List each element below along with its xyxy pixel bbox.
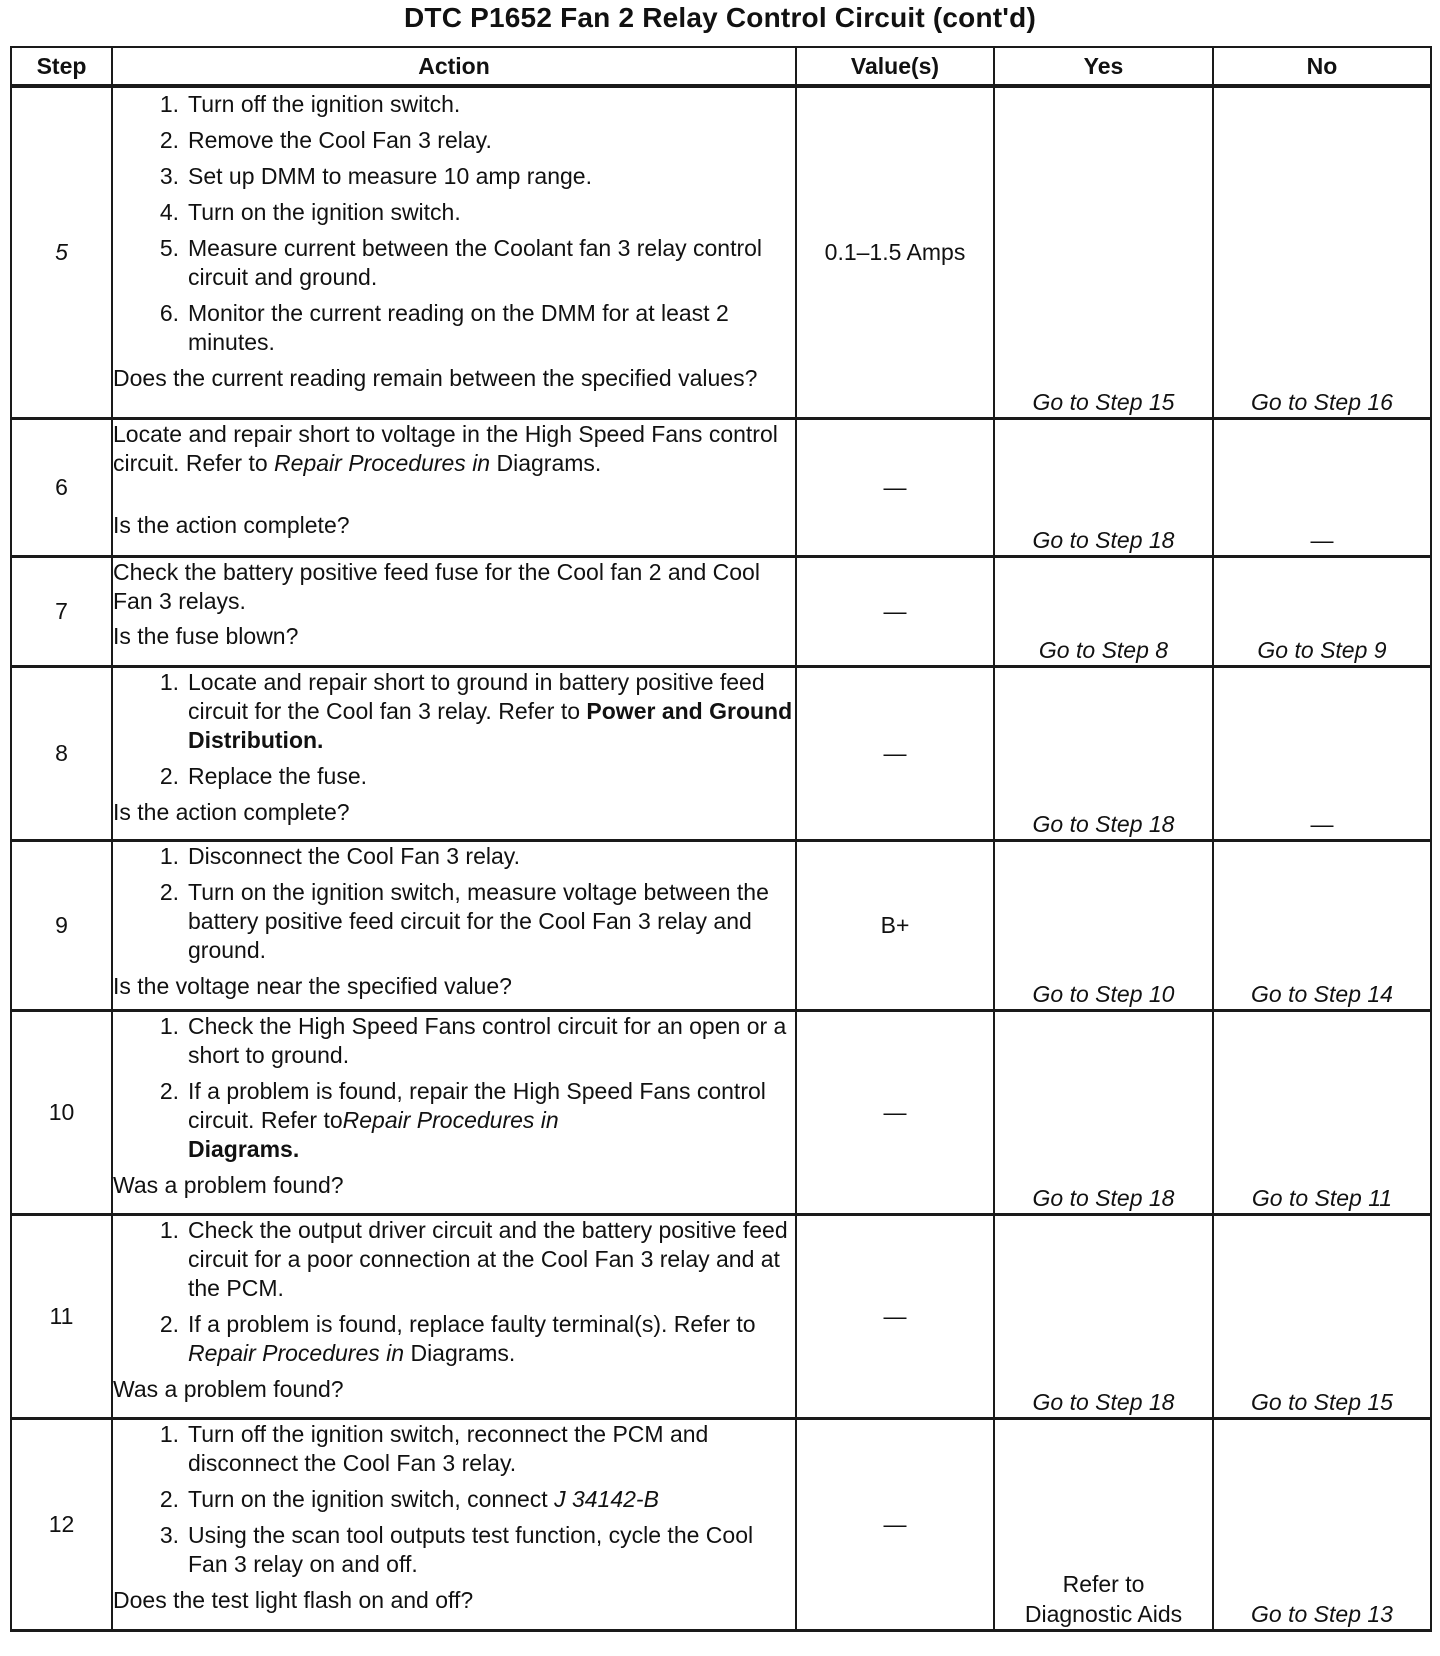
step-number: 7 xyxy=(11,556,112,666)
value-cell: — xyxy=(796,666,994,840)
list-item: 1. Turn off the ignition switch. xyxy=(159,91,461,117)
action-question: Does the test light flash on and off? xyxy=(113,1586,474,1613)
yes-cell: Go to Step 10 xyxy=(994,840,1213,1010)
value-cell: B+ xyxy=(796,840,994,1010)
no-cell: Go to Step 15 xyxy=(1213,1214,1431,1418)
no-cell: Go to Step 14 xyxy=(1213,840,1431,1010)
step-number: 12 xyxy=(11,1418,112,1630)
step-number: 8 xyxy=(11,666,112,840)
page-title: DTC P1652 Fan 2 Relay Control Circuit (cont'd) xyxy=(404,2,1036,33)
step-number: 6 xyxy=(11,418,112,556)
action-cell xyxy=(112,1214,796,1418)
list-item: 2. Remove the Cool Fan 3 relay. xyxy=(159,127,492,153)
action-question: Is the action complete? xyxy=(113,798,350,825)
list-item: 2. Replace the fuse. xyxy=(159,762,368,789)
header-action: Action xyxy=(112,47,796,86)
list-item: 2. Turn on the ignition switch, connect J 34142-B xyxy=(159,1485,659,1512)
table-row-step-7 xyxy=(11,556,1431,666)
table-header-row xyxy=(11,47,1431,86)
action-question: Was a problem found? xyxy=(113,1171,344,1198)
yes-cell: Go to Step 18 xyxy=(994,1214,1213,1418)
value-cell: — xyxy=(796,1010,994,1214)
no-cell: Go to Step 9 xyxy=(1213,556,1431,666)
no-cell: — xyxy=(1213,666,1431,840)
list-item: 2. If a problem is found, replace faulty terminal(s). Refer to Repair Procedures in Diagrams. xyxy=(159,1310,756,1366)
value-cell: — xyxy=(796,1214,994,1418)
list-item: 2. Turn on the ignition switch, measure voltage between the battery positive feed circuit for the Cool Fan 3 relay and ground. xyxy=(159,878,769,963)
action-text: Check the battery positive feed fuse for the Cool fan 2 and Cool Fan 3 relays. xyxy=(113,558,760,614)
list-item: 3. Using the scan tool outputs test function, cycle the Cool Fan 3 relay on and off. xyxy=(159,1521,754,1577)
list-item: 1. Check the High Speed Fans control circuit for an open or a short to ground. xyxy=(159,1012,787,1068)
no-cell: — xyxy=(1213,418,1431,556)
table-row-step-12 xyxy=(11,1418,1431,1630)
action-cell xyxy=(112,840,796,1010)
table-row-step-10 xyxy=(11,1010,1431,1214)
yes-cell: Go to Step 15 xyxy=(994,86,1213,418)
action-cell xyxy=(112,418,796,556)
step-number: 11 xyxy=(11,1214,112,1418)
list-item: 2. If a problem is found, repair the High Speed Fans control circuit. Refer toRepair Procedures in Diagrams. xyxy=(159,1077,766,1162)
step-number: 9 xyxy=(11,840,112,1010)
no-cell: Go to Step 11 xyxy=(1213,1010,1431,1214)
value-cell: — xyxy=(796,556,994,666)
table-row-step-11 xyxy=(11,1214,1431,1418)
action-cell xyxy=(112,1010,796,1214)
list-item: 5. Measure current between the Coolant fan 3 relay control circuit and ground. xyxy=(159,235,763,290)
yes-cell: Go to Step 18 xyxy=(994,1010,1213,1214)
header-no: No xyxy=(1213,47,1431,86)
table-row-step-9 xyxy=(11,840,1431,1010)
action-cell xyxy=(112,86,796,418)
yes-cell: Go to Step 8 xyxy=(994,556,1213,666)
table-row-step-8 xyxy=(11,666,1431,840)
table-row-step-5 xyxy=(11,86,1431,418)
step-number: 10 xyxy=(11,1010,112,1214)
list-item: 1. Check the output driver circuit and the battery positive feed circuit for a poor connection at the Cool Fan 3 relay and at the PCM. xyxy=(159,1216,788,1301)
header-values: Value(s) xyxy=(796,47,994,86)
header-yes: Yes xyxy=(994,47,1213,86)
no-cell: Go to Step 16 xyxy=(1213,86,1431,418)
list-item: 6. Monitor the current reading on the DMM for at least 2 minutes. xyxy=(159,300,729,355)
action-cell xyxy=(112,556,796,666)
action-question: Is the fuse blown? xyxy=(113,622,299,649)
header-step: Step xyxy=(11,47,112,86)
action-question: Does the current reading remain between the specified values? xyxy=(113,365,758,391)
step-number: 5 xyxy=(11,86,112,418)
action-question: Is the voltage near the specified value? xyxy=(113,972,512,999)
no-cell: Go to Step 13 xyxy=(1213,1418,1431,1630)
list-item: 3. Set up DMM to measure 10 amp range. xyxy=(159,163,592,189)
yes-cell: Go to Step 18 xyxy=(994,418,1213,556)
yes-cell: Go to Step 18 xyxy=(994,666,1213,840)
value-cell: — xyxy=(796,418,994,556)
action-question: Is the action complete? xyxy=(113,511,350,538)
list-item: 1. Locate and repair short to ground in battery positive feed circuit for the Cool fan 3 relay. Refer to Power and Ground Distribution. xyxy=(159,668,793,753)
value-cell: — xyxy=(796,1418,994,1630)
value-cell: 0.1–1.5 Amps xyxy=(796,86,994,418)
action-cell xyxy=(112,666,796,840)
diagnostic-table xyxy=(10,46,1432,1632)
action-question: Was a problem found? xyxy=(113,1375,344,1402)
list-item: 1. Turn off the ignition switch, reconnect the PCM and disconnect the Cool Fan 3 relay. xyxy=(159,1420,709,1476)
yes-cell: Refer to Diagnostic Aids xyxy=(994,1418,1213,1630)
list-item: 1. Disconnect the Cool Fan 3 relay. xyxy=(159,842,520,869)
action-cell xyxy=(112,1418,796,1630)
action-text: Locate and repair short to voltage in the High Speed Fans control circuit. Refer to Repair Procedures in Diagrams. xyxy=(113,420,778,476)
table-row-step-6 xyxy=(11,418,1431,556)
list-item: 4. Turn on the ignition switch. xyxy=(159,199,461,225)
